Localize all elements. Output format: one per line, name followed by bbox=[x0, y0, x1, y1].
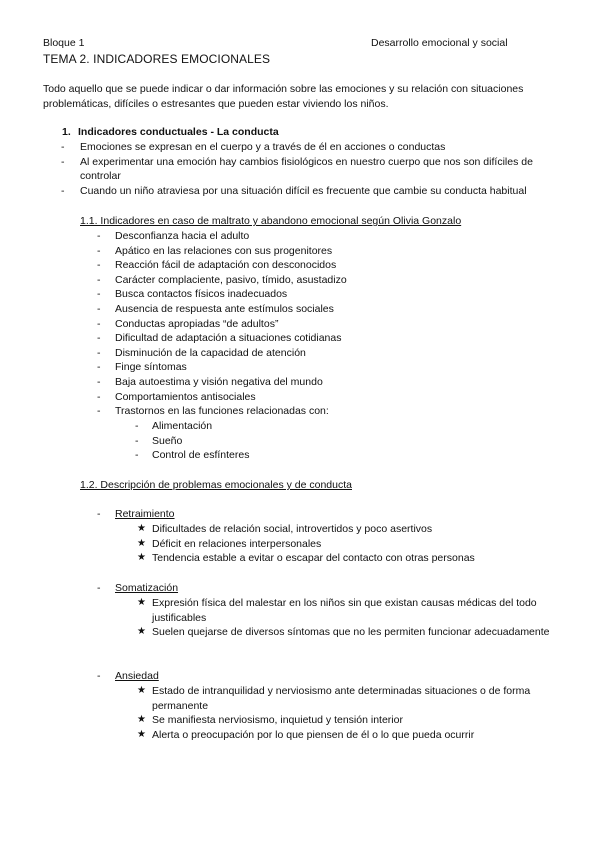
dash-marker: - bbox=[97, 361, 101, 374]
dash-marker: - bbox=[97, 375, 101, 388]
list-item bbox=[137, 596, 572, 625]
list-item bbox=[137, 625, 572, 640]
list-item-text: Dificultades de relación social, introvertidos y poco asertivos bbox=[152, 523, 433, 535]
intro-paragraph: Todo aquello que se puede indicar o dar información sobre las emociones y su relación con situaciones problemáticas, difíciles o estresantes que pueden estar viviendo los niños. bbox=[43, 83, 524, 110]
page-title: TEMA 2. INDICADORES EMOCIONALES bbox=[43, 52, 271, 66]
list-item-text: Tendencia estable a evitar o escapar del contacto con otras personas bbox=[152, 552, 475, 565]
list-item bbox=[137, 684, 572, 713]
somatizacion-list bbox=[137, 596, 572, 640]
dash-marker: - bbox=[97, 302, 101, 315]
list-item-text: Estado de intranquilidad y nerviosismo ante determinadas situaciones o de forma permanente bbox=[152, 685, 531, 712]
list-item-text: Alerta o preocupación por lo que piensen de él o lo que pueda ocurrir bbox=[152, 728, 475, 741]
dash-marker: - bbox=[97, 405, 101, 418]
dash-marker: - bbox=[97, 288, 101, 301]
list-item bbox=[137, 728, 572, 743]
dash-marker: - bbox=[97, 230, 101, 242]
list-item bbox=[137, 537, 572, 552]
list-item bbox=[97, 346, 347, 361]
list-item bbox=[97, 244, 347, 259]
category-ansiedad bbox=[97, 669, 159, 684]
list-item-text: Baja autoestima y visión negativa del mundo bbox=[115, 375, 323, 388]
star-icon: ★ bbox=[137, 597, 146, 608]
list-item-text: Control de esfínteres bbox=[152, 449, 250, 462]
star-icon: ★ bbox=[137, 537, 146, 549]
list-item-text: Disminución de la capacidad de atención bbox=[115, 346, 306, 359]
star-icon: ★ bbox=[137, 685, 146, 696]
dash-marker: - bbox=[97, 332, 101, 345]
list-item bbox=[137, 522, 572, 537]
list-item-text: Expresión física del malestar en los niños sin que existan causas médicas del todo justificables bbox=[152, 597, 537, 624]
dash-marker: - bbox=[97, 390, 101, 403]
list-item bbox=[97, 302, 347, 317]
dash-marker: - bbox=[97, 508, 101, 520]
list-item bbox=[97, 331, 347, 346]
list-item-text: Finge síntomas bbox=[115, 361, 187, 374]
list-item bbox=[97, 258, 347, 273]
list-item-text: Al experimentar una emoción hay cambios fisiológicos en nuestro cuerpo que nos son difíciles de controlar bbox=[80, 155, 533, 183]
list-item bbox=[61, 184, 560, 199]
section-1-bullets bbox=[61, 140, 560, 198]
list-item-text: Trastornos en las funciones relacionadas con: bbox=[115, 405, 329, 418]
star-icon: ★ bbox=[137, 728, 146, 740]
list-item bbox=[135, 434, 249, 449]
list-item-text: Alimentación bbox=[152, 420, 213, 432]
list-item-text: Suelen quejarse de diversos síntomas que no les permiten funcionar adecuadamente bbox=[152, 626, 550, 639]
dash-marker: - bbox=[135, 420, 139, 432]
dash-marker: - bbox=[97, 259, 101, 272]
list-item bbox=[97, 229, 347, 244]
dash-marker: - bbox=[97, 244, 101, 257]
list-item-text: Déficit en relaciones interpersonales bbox=[152, 537, 322, 550]
list-item-text: Sueño bbox=[152, 434, 183, 447]
header-right: Desarrollo emocional y social bbox=[371, 37, 508, 49]
list-item-text: Apático en las relaciones con sus progenitores bbox=[115, 244, 333, 257]
section-1-number: 1. bbox=[62, 126, 71, 138]
list-item-text: Cuando un niño atraviesa por una situación difícil es frecuente que cambie su conducta habitual bbox=[80, 184, 527, 197]
star-icon: ★ bbox=[137, 523, 146, 534]
list-item bbox=[61, 155, 560, 184]
list-item-text: Emociones se expresan en el cuerpo y a través de él en acciones o conductas bbox=[80, 141, 446, 153]
list-item bbox=[97, 273, 347, 288]
list-item-text: Reacción fácil de adaptación con desconocidos bbox=[115, 259, 337, 272]
list-item bbox=[137, 551, 572, 566]
list-item bbox=[97, 375, 347, 390]
list-item bbox=[97, 317, 347, 332]
subsection-1-1-title: 1.1. Indicadores en caso de maltrato y abandono emocional según Olivia Gonzalo bbox=[80, 215, 462, 227]
list-item-text: Dificultad de adaptación a situaciones cotidianas bbox=[115, 332, 342, 345]
dash-marker: - bbox=[61, 155, 65, 168]
dash-marker: - bbox=[97, 317, 101, 330]
dash-marker: - bbox=[61, 184, 65, 197]
category-retraimiento bbox=[97, 507, 175, 522]
list-item bbox=[97, 390, 347, 405]
trastornos-sublist bbox=[135, 419, 250, 463]
dash-marker: - bbox=[97, 670, 101, 682]
list-item-text: Busca contactos físicos inadecuados bbox=[115, 288, 288, 301]
category-somatizacion bbox=[97, 581, 179, 596]
star-icon: ★ bbox=[137, 714, 146, 726]
category-name: Somatización bbox=[115, 582, 179, 594]
retraimiento-list bbox=[137, 522, 572, 566]
list-item bbox=[61, 140, 560, 155]
list-item bbox=[137, 713, 572, 728]
list-item-text: Desconfianza hacia el adulto bbox=[115, 230, 250, 242]
list-item-text: Conductas apropiadas “de adultos” bbox=[115, 317, 279, 330]
list-item bbox=[97, 360, 347, 375]
dash-marker: - bbox=[135, 434, 139, 447]
list-item-text: Comportamientos antisociales bbox=[115, 390, 256, 403]
list-item-text: Se manifiesta nerviosismo, inquietud y tensión interior bbox=[152, 714, 403, 727]
subsection-1-2-title: 1.2. Descripción de problemas emocionales y de conducta bbox=[80, 479, 352, 491]
maltrato-indicators-list bbox=[97, 229, 347, 419]
category-name: Retraimiento bbox=[115, 508, 175, 520]
list-item-text: Ausencia de respuesta ante estímulos sociales bbox=[115, 302, 334, 315]
dash-marker: - bbox=[97, 273, 101, 286]
dash-marker: - bbox=[135, 449, 139, 462]
list-item bbox=[97, 287, 347, 302]
section-1-title: Indicadores conductuales - La conducta bbox=[78, 126, 279, 138]
star-icon: ★ bbox=[137, 552, 146, 564]
dash-marker: - bbox=[97, 582, 101, 594]
category-name: Ansiedad bbox=[115, 670, 159, 682]
star-icon: ★ bbox=[137, 626, 146, 638]
list-item bbox=[97, 404, 347, 419]
list-item-text: Carácter complaciente, pasivo, tímido, asustadizo bbox=[115, 273, 347, 286]
list-item bbox=[135, 448, 250, 463]
ansiedad-list bbox=[137, 684, 572, 742]
dash-marker: - bbox=[97, 346, 101, 359]
header-left: Bloque 1 bbox=[43, 37, 85, 49]
dash-marker: - bbox=[61, 141, 65, 153]
section-1-heading bbox=[62, 125, 279, 140]
list-item bbox=[135, 419, 249, 434]
